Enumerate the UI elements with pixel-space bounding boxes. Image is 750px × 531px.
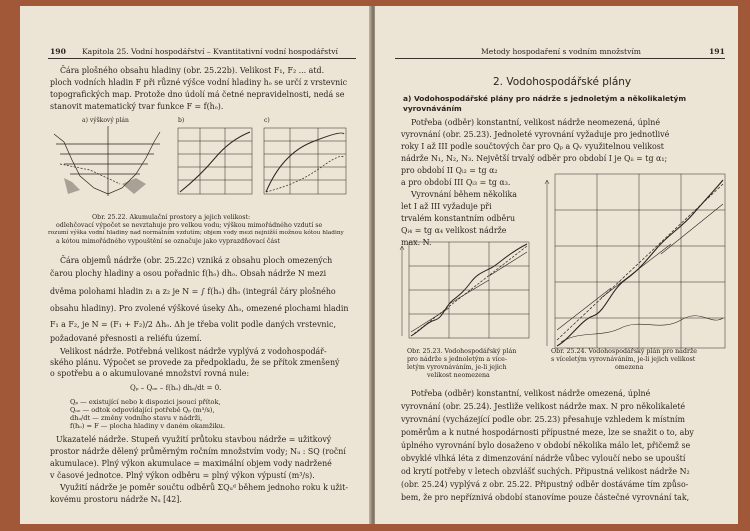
header-rule [395,58,725,59]
text-line: pro období II Qᵢ₂ = tg α₂ [401,166,498,175]
text-line: Využití nádrže je poměr součtu odběrů ΣQᵤᵈ během jednoho roku k užit- [60,483,348,492]
caption-line: velikost neomezena [427,372,490,379]
text-line: úplného vyrovnání bylo dosaženo v období několika málo let, přičemž se [401,441,691,450]
legend-line: Qₚ — existující nebo k dispozici jsoucí přítok, [70,398,221,406]
text-line: kovému prostoru nádrže Nᵤ [42]. [50,495,182,504]
text-line: Ukazatelé nádrže. Stupeň využití průtoku stavbou nádrže = užitkový [56,435,332,444]
subsection-line: a) Vodohospodářské plány pro nádrže s jednoletým a několikaletým [403,94,687,103]
running-head: Metody hospodaření s vodním množstvím [481,47,641,56]
fig-label-c: c) [264,117,270,124]
text-line: v časové jednotce. Plný výkon odběru = plný výkon výpustí (m³/s). [50,471,315,480]
text-line: od krytí potřeby v letech obzvlášť suchých. Připustná velikost nádrže N₂ [401,467,690,476]
text-line: nádrže N₁, N₂, N₃. Největší trvalý odběr pro období I je Qᵢᵢ = tg α₁; [401,154,668,163]
text-line: F₁ a F₂, je N = (F₁ + F₂)/2 Δhₒ. Δh je třeba volit podle daných vrstevnic, [50,320,336,329]
book-spread [20,6,738,524]
legend-line: Qₒₑ — odtok odpovídající potřebě Qₚ (m³/s), [70,406,215,414]
subsection-line: vyrovnáváním [403,104,462,113]
text-line: let I až III vyžaduje při [401,202,492,211]
text-line: požadované přesnosti a reliéfu území. [50,334,202,343]
caption-line: rozumí výška vodní hladiny nad normálním vzdutím; objem vody mezi nejnižší možnou kótou hladiny [48,230,344,236]
legend-line: f(hₒ) = F — plocha hladiny v daném okamžiku. [70,422,225,430]
caption-line: letým vyrovnáváním, je-li jejich [407,364,507,371]
page-number: 190 [50,47,66,56]
text-line: Čára plošného obsahu hladiny (obr. 25.22b). Velikost F₁, F₂ ... atd. [60,66,325,75]
fig-label-a: a) výškový plán [82,117,129,124]
header-rule [48,58,356,59]
text-line: (obr. 25.24) vyplývá z obr. 25.22. Připustný odběr dostáváme tím způso- [401,480,689,489]
text-line: ského plánu. Výpočet se provede za předpokladu, že se přítok zmenšený [50,358,340,367]
figure-25-22 [50,114,352,210]
caption-line: odlehčovací výpočet se nevztahuje pro velkou vodu; výškou mimořádného vzdutí se [56,222,323,229]
text-line: dvěma polohami hladin z₁ a z₂ je N = ∫ f(hₒ) dhₒ (integrál čáry plošného [50,287,336,296]
caption-line: a kótou mimořádného vypouštění se označuje jako vyprazdňovací část [56,238,280,245]
text-line: max. N. [401,238,432,247]
caption-line: s víceletým vyrovnáváním, je-li jejich velikost [551,356,696,363]
text-line: topografických map. Protože dno údolí má četné nepravidelnosti, nedá se [50,90,345,99]
fig-label-b: b) [178,117,185,124]
caption-line: pro nádrže s jednoletým a více- [407,356,508,363]
text-line: obvyklé vlhká léta z dimenzování nádrže vůbec vyloučí nebo se upouští [401,454,686,463]
right-page [375,6,738,524]
text-line: prostor nádrže dělený průměrným ročním množstvím vody; Nᵤ : SQ (roční [50,447,346,456]
text-line: čarou plochy hladiny a osou pořadnic f(hₒ) dhₒ. Obsah nádrže N mezi [50,269,327,278]
left-page [20,6,371,524]
text-line: stanovit matematický tvar funkce F = f(hₒ). [50,102,224,111]
text-line: Qᵢ₄ = tg α₄ velikost nádrže [401,226,507,235]
text-line: Vyrovnání během několika [411,190,517,199]
text-line: poměrům a k nutné hospodárnosti přípustné meze, lze se snažit o to, aby [401,428,694,437]
caption-line: Obr. 25.24. Vodohospodářský plán pro nádrže [551,348,698,355]
text-line: vyrovnání (vycházející podle obr. 25.23) přesahuje vzhledem k místním [401,415,685,424]
equation: Qₚ – Qₒₑ – f(hₒ) dhₒ/dt = 0. [130,384,222,392]
text-line: Velikost nádrže. Potřebná velikost nádrže vyplývá z vodohospodář- [60,347,327,356]
text-line: bem, že pro nepříznivá období stanovíme pouze částečné vyrovnání tak, [401,493,690,502]
text-line: vyrovnání (obr. 25.24). Jestliže velikost nádrže max. N pro několikaleté [401,402,686,411]
text-line: vyrovnání (obr. 25.23). Jednoleté vyrovnání vyžaduje pro jednotlivé [401,130,670,139]
text-line: akumulace). Plný výkon akumulace = maximální objem vody nadržené [50,459,332,468]
legend-line: dhₒ/dt — změny vodního stavu v nádrži, [70,414,203,422]
caption-line: Obr. 25.22. Akumulační prostory a jejich velikost: [92,214,251,221]
caption-line: omezena [615,364,644,371]
running-head: Kapitola 25. Vodní hospodářství – Kvantitativní vodní hospodářství [82,47,338,56]
text-line: a pro období III Qᵢ₃ = tg α₃. [401,178,511,187]
text-line: trvalém konstantním odběru [401,214,516,223]
text-line: Čára objemů nádrže (obr. 25.22c) vzniká z obsahu ploch omezených [60,256,333,265]
text-line: ploch vodních hladin F při různé výšce vodní hladiny hₒ se určí z vrstevnic [50,78,348,87]
text-line: obsahu hladiny). Pro zvolené výškové úseky Δhₒ, omezené plochami hladin [50,304,349,313]
text-line: Potřeba (odběr) konstantní, velikost nádrže omezená, úplné [411,389,651,398]
figure-25-24 [541,170,729,352]
figure-25-23 [399,238,533,342]
text-line: o spotřebu a o akumulované množství rovná nule: [50,369,250,378]
page-number: 191 [709,47,725,56]
text-line: roky I až III podle součtových čar pro Qₚ a Qᵥ využitelnou velikost [401,142,664,151]
text-line: Potřeba (odběr) konstantní, velikost nádrže neomezená, úplné [411,118,661,127]
caption-line: Obr. 25.23. Vodohospodářský plán [407,348,517,355]
section-title: 2. Vodohospodářské plány [493,76,632,88]
